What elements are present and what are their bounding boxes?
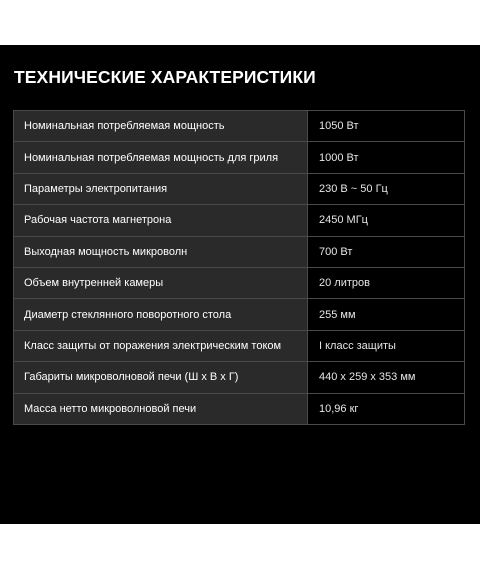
- spec-name: Рабочая частота магнетрона: [14, 205, 308, 236]
- spec-value: 700 Вт: [308, 236, 465, 267]
- spec-name: Выходная мощность микроволн: [14, 236, 308, 267]
- spec-name: Номинальная потребляемая мощность: [14, 111, 308, 142]
- table-row: [14, 299, 465, 330]
- table-row: [14, 205, 465, 236]
- spec-value: 2450 МГц: [308, 205, 465, 236]
- spec-value: 440 х 259 х 353 мм: [308, 362, 465, 393]
- table-row: [14, 362, 465, 393]
- table-row: [14, 393, 465, 424]
- spec-value: 1050 Вт: [308, 111, 465, 142]
- table-row: [14, 236, 465, 267]
- table-row: [14, 267, 465, 298]
- spec-value: I класс защиты: [308, 330, 465, 361]
- spec-value: 20 литров: [308, 267, 465, 298]
- spec-name: Объем внутренней камеры: [14, 267, 308, 298]
- spec-name: Класс защиты от поражения электрическим током: [14, 330, 308, 361]
- spec-value: 230 В ~ 50 Гц: [308, 173, 465, 204]
- specs-table: [13, 110, 465, 425]
- page-title: ТЕХНИЧЕСКИЕ ХАРАКТЕРИСТИКИ: [14, 67, 316, 87]
- spec-name: Масса нетто микроволновой печи: [14, 393, 308, 424]
- table-row: [14, 173, 465, 204]
- spec-name: Диаметр стеклянного поворотного стола: [14, 299, 308, 330]
- spec-value: 255 мм: [308, 299, 465, 330]
- spec-value: 10,96 кг: [308, 393, 465, 424]
- table-row: [14, 142, 465, 173]
- spec-name: Номинальная потребляемая мощность для гриля: [14, 142, 308, 173]
- spec-name: Параметры электропитания: [14, 173, 308, 204]
- table-row: [14, 111, 465, 142]
- spec-value: 1000 Вт: [308, 142, 465, 173]
- table-row: [14, 330, 465, 361]
- spec-name: Габариты микроволновой печи (Ш х В х Г): [14, 362, 308, 393]
